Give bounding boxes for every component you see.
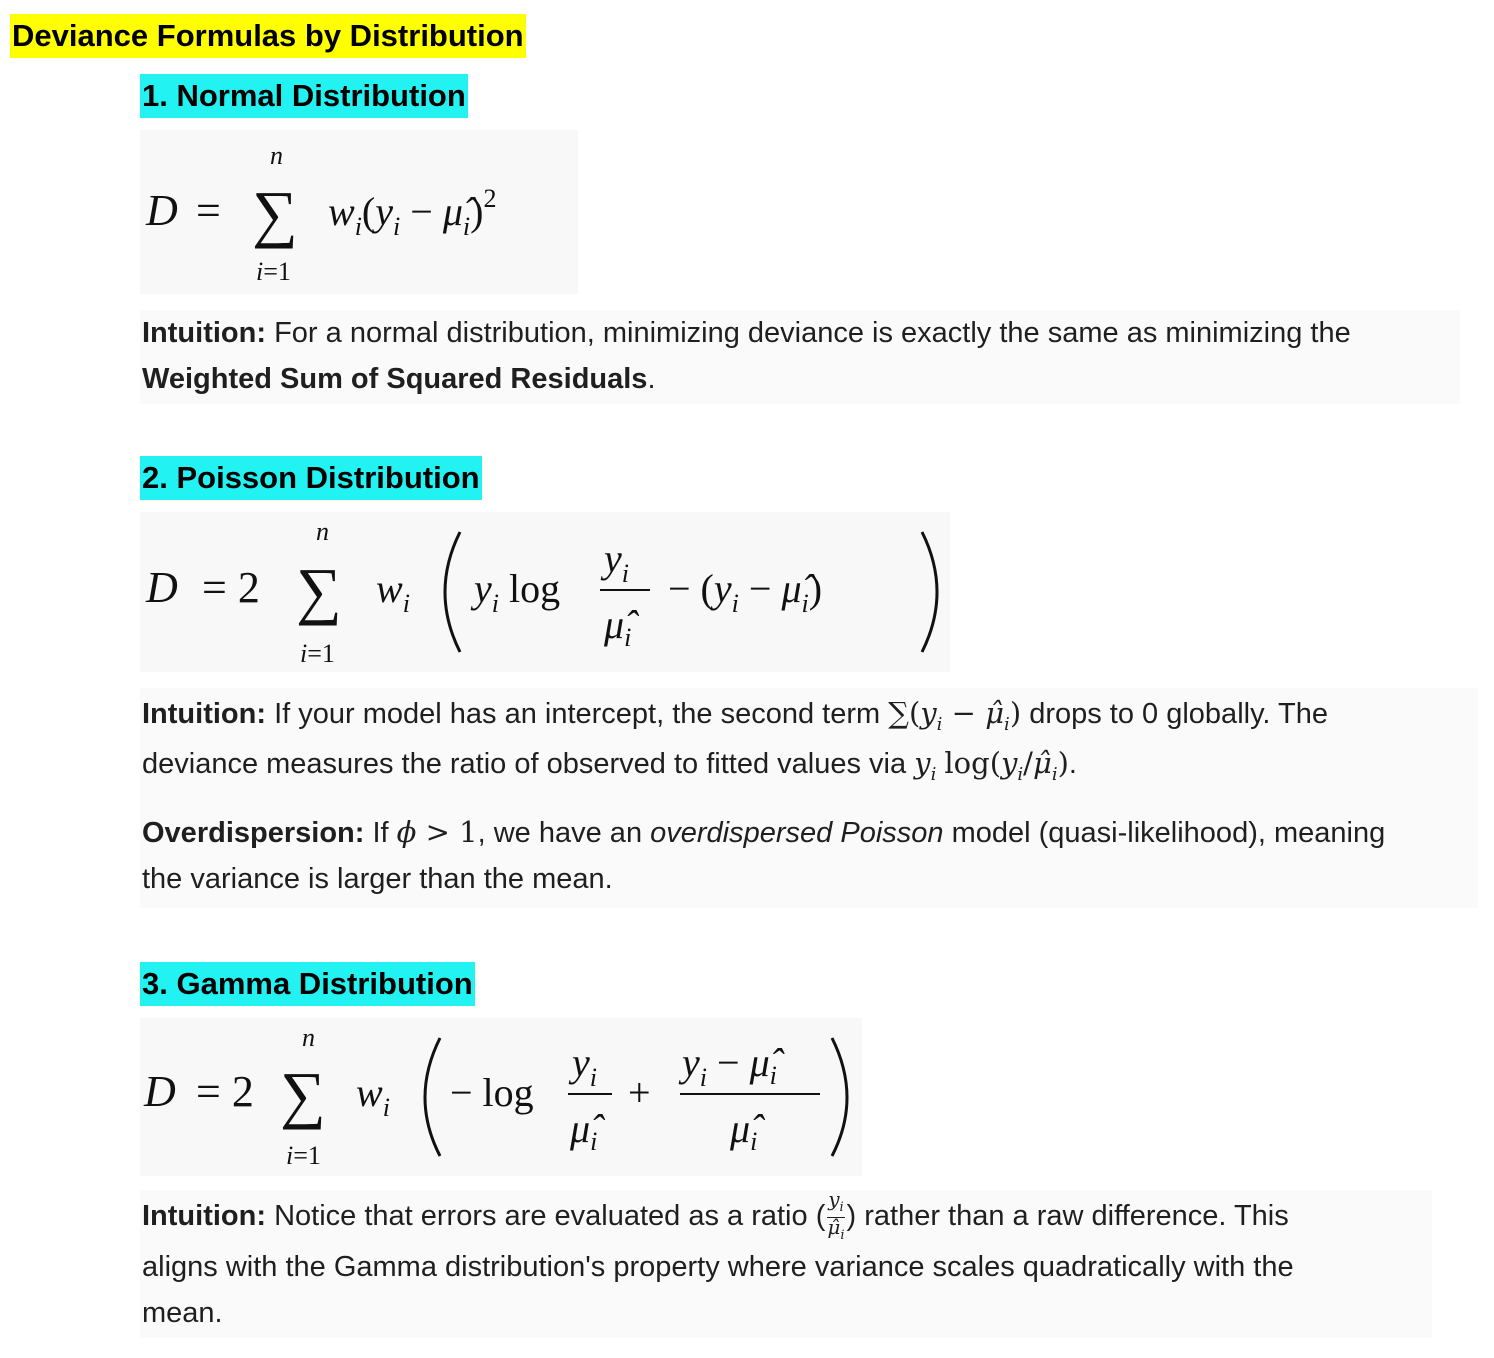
svg-text:− (yi − μ̂i): − ($y_i$ − $\mû_i$) xyxy=(668,566,823,618)
intuition-text-cont: drops to 0 globally. The xyxy=(1029,698,1328,730)
intuition-label: Intuition: xyxy=(142,1200,267,1233)
svg-text:= 2: = 2 xyxy=(196,1067,254,1116)
svg-text:+: + xyxy=(628,1070,651,1115)
overdispersion-text: If xyxy=(372,817,389,849)
ratio-fraction: $\frac{y_i}{\mû_i}$ xyxy=(827,1187,845,1243)
poisson-deviance-formula xyxy=(140,512,950,672)
overdispersion-text-b: , we have an xyxy=(477,817,643,849)
svg-text:wi: $w_i$ xyxy=(376,566,410,618)
svg-text:∑: ∑ xyxy=(252,178,298,249)
svg-text:n: n xyxy=(302,1023,315,1052)
section-title-normal: 1. Normal Distribution xyxy=(140,74,468,118)
svg-text:yi − μ̂i: $y_i$ − $\mû_i$ xyxy=(682,1040,777,1092)
svg-text:μ̂i: $\mû_i$ xyxy=(730,1106,758,1156)
section-title-poisson: 2. Poisson Distribution xyxy=(140,456,482,500)
svg-text:wi: $w_i$ xyxy=(356,1070,390,1122)
svg-text:yi log: $y_i$ log xyxy=(474,566,561,618)
svg-text:D: D xyxy=(144,1067,176,1116)
overdispersion-text-c: model (quasi-likelihood), meaning xyxy=(951,817,1386,849)
svg-text:yi: $y_i$ xyxy=(572,1040,597,1092)
svg-text:i=1: i=1 xyxy=(256,257,291,286)
overdispersion-text-2: the variance is larger than the mean. xyxy=(142,863,613,895)
svg-text:yi: $y_i$ xyxy=(604,536,629,588)
overdispersion-label: Overdispersion: xyxy=(142,817,365,849)
svg-text:D: D xyxy=(146,563,178,612)
intuition-label: Intuition: xyxy=(142,317,267,349)
svg-text:− log: − log xyxy=(450,1070,534,1115)
intuition-text: Notice that errors are evaluated as a ratio ( xyxy=(274,1200,826,1233)
poisson-intuition: Intuition: If your model has an intercept, the second term $\sum(y_i$ − $\mû_i$) drops to 0 globally. The deviance measures the ratio of observed to fitted values via $y_i$ $\log(y_i/\mû_i)$. Overdispersion: If ϕ > 1, we have an overdispersed Poisson model (quasi-likelihood), meaning the variance is larger than the mean. xyxy=(140,688,1478,908)
intuition-text-2: deviance measures the ratio of observed to fitted values via xyxy=(142,748,907,780)
svg-text:n: n xyxy=(316,517,329,546)
svg-text:i=1: i=1 xyxy=(286,1141,321,1170)
svg-text:μ̂i: $\mû_i$ xyxy=(604,602,632,652)
svg-text:wi(yi − μ̂i)2: $w_i(y_i$ − $\mû_i)^2$ xyxy=(328,184,497,241)
section-title-gamma: 3. Gamma Distribution xyxy=(140,962,475,1006)
normal-deviance-formula xyxy=(140,130,578,294)
gamma-formula-svg xyxy=(140,1018,862,1176)
intuition-text: If your model has an intercept, the second term xyxy=(274,698,881,730)
svg-text:=: = xyxy=(196,186,221,235)
gamma-intuition xyxy=(140,1187,1432,1338)
svg-text:∑: ∑ xyxy=(296,555,342,626)
svg-text:D: D xyxy=(146,186,178,235)
intuition-text-3: mean. xyxy=(142,1297,223,1329)
intuition-text-cont: ) rather than a raw difference. This xyxy=(846,1200,1289,1233)
normal-intuition xyxy=(140,310,1460,404)
svg-text:μ̂i: $\mû_i$ xyxy=(570,1106,598,1156)
svg-text:∑: ∑ xyxy=(280,1059,326,1130)
intuition-label: Intuition: xyxy=(142,698,267,730)
svg-text:= 2: = 2 xyxy=(202,563,260,612)
intuition-bold-term: Weighted Sum of Squared Residuals xyxy=(142,363,648,395)
svg-text:i=1: i=1 xyxy=(300,639,335,668)
intuition-text-2: aligns with the Gamma distribution's property where variance scales quadratically with the xyxy=(142,1251,1294,1283)
svg-text:n: n xyxy=(270,141,283,170)
poisson-formula-svg xyxy=(140,512,950,672)
normal-formula-svg xyxy=(140,130,578,294)
intuition-text: For a normal distribution, minimizing deviance is exactly the same as minimizing the xyxy=(274,317,1351,349)
overdispersion-italic: overdispersed Poisson xyxy=(650,817,944,849)
page-title: Deviance Formulas by Distribution xyxy=(10,14,526,58)
intuition-period: . xyxy=(647,363,656,395)
gamma-deviance-formula xyxy=(140,1018,862,1176)
